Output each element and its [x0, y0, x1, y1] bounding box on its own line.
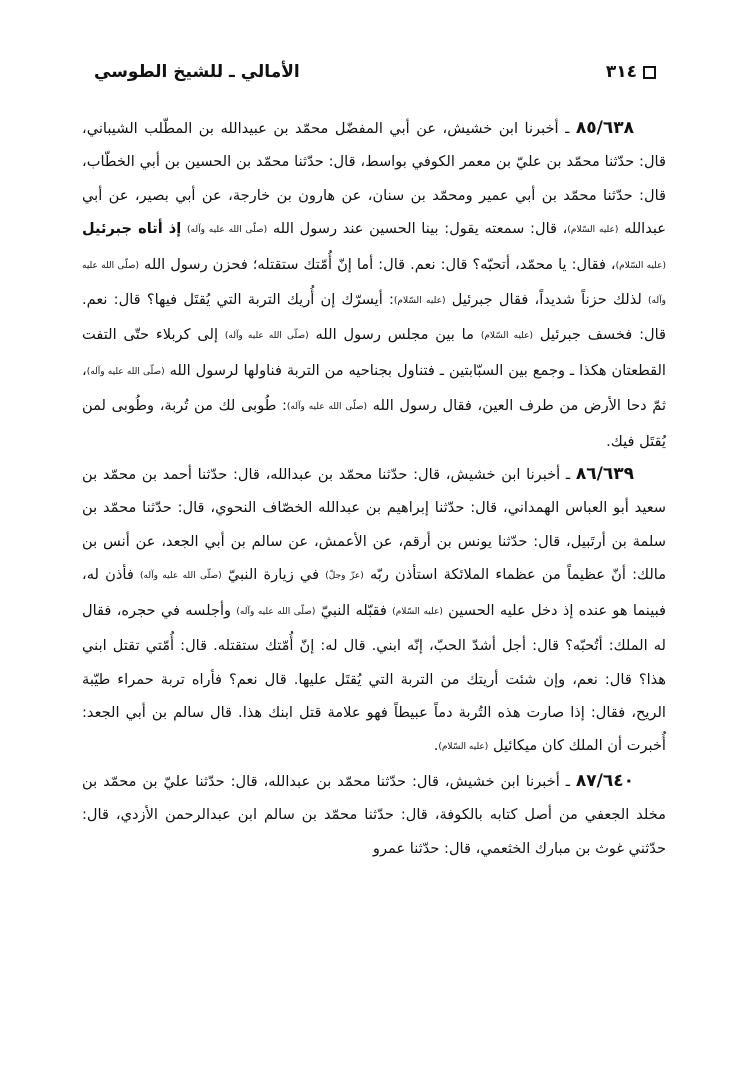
salutation: (صلّى الله عليه وآله) [86, 366, 165, 377]
hadith-text: فقبّله النبيّ [320, 601, 387, 619]
hadith-text: : طُوبى لك من تُربة، وطُوبى لمن يُقتَل فيك. [82, 397, 666, 450]
page-body [82, 112, 666, 865]
hadith-text: ، قال: سمعته يقول: بينا الحسين عند رسول الله [272, 220, 568, 238]
salutation: (عليه السّلام) [393, 296, 446, 307]
page-number-group [606, 62, 656, 82]
salutation: (صلّى الله عليه وآله) [139, 571, 222, 582]
salutation: (عليه السّلام) [438, 742, 489, 753]
salutation: (صلّى الله عليه وآله) [236, 606, 316, 617]
square-icon [643, 66, 656, 79]
page-number: ٣١٤ [605, 62, 637, 82]
hadith-paragraph [82, 112, 666, 458]
hadith-number: ٨٥/٦٣٨ [575, 118, 634, 138]
hadith-text: ما بين مجلس رسول الله [315, 326, 474, 344]
hadith-paragraph [82, 458, 666, 765]
salutation: (عزّ وجلّ) [325, 571, 364, 582]
hadith-number: ٨٧/٦٤٠ [575, 770, 635, 791]
hadith-text: ، ثمّ دحا الأرض من طرف العين، فقال رسول الله [82, 361, 667, 415]
hadith-text: ـ أخبرنا ابن خشيش، قال: حدّثنا محمّد بن عبدالله، قال: حدّثنا أحمد بن محمّد بن سعيد أبو العباس الهمداني، قال: حدّثنا إبراهيم بن عبدالله الخصّاف النحوي، قال: حدّثنا محمّد بن سلمة بن أرتَبيل، قال: حدّثنا يونس بن أرقم، عن الأعمش، عن سالم بن أبي الجعد، عن أنس بن مالك: أنّ عظيماً من عظماء الملائكة استأذن ربّه [82, 466, 667, 584]
hadith-text: في زيارة النبيّ [227, 566, 320, 584]
hadith-text: ـ أخبرنا ابن خشيش، قال: حدّثنا محمّد بن عبدالله، قال: حدّثنا عليّ بن محمّد بن مخلد الجعفي من أصل كتابه بالكوفة، قال: حدّثنا محمّد بن سالم ابن عبدالرحمن الأزدي، قال: حدّثني غوث بن مبارك الخثعمي، قال: حدّثنا عمرو [82, 772, 666, 857]
hadith-text: إلى كربلاء حتّى التفت القطعتان هكذا ـ وجمع بين السبّابتين ـ فتناول بجناحيه من التربة فناولها لرسول الله [82, 326, 666, 379]
hadith-number: ٨٦/٦٣٩ [575, 464, 634, 485]
hadith-text: وأجلسه في حجره، فقال له الملك: أتُحبّه؟ قال: أجل أشدّ الحبّ، إنّه ابني. قال له: إنّ أُمّتك ستقتله. قال: أُمّتي تقتل ابني هذا؟ قال: نعم، وإن شئت أريتك من التربة التي يُقتَل عليها. قال نعم؟ فأراه تربة حمراء طيّبة الريح، فقال: إذا صارت هذه التُربة دماً عبيطاً فهو علامة قتل ابنك هذا. قال سالم بن أبي الجعد: أُخبرت أن الملك كان ميكائيل [82, 601, 666, 755]
salutation: (عليه السّلام) [615, 260, 666, 271]
salutation: (عليه السّلام) [392, 606, 443, 617]
salutation: (عليه السّلام) [567, 225, 619, 236]
salutation: (عليه السّلام) [480, 331, 534, 342]
hadith-text: ، فقال: يا محمّد، أتحبّه؟ قال: نعم. قال: أما إنّ أُمّتك ستقتله؛ فحزن رسول الله [144, 255, 616, 273]
salutation: (صلّى الله عليه وآله) [82, 260, 666, 307]
hadith-text: لذلك حزناً شديداً، فقال جبرئيل [451, 291, 642, 309]
hadith-paragraph [82, 765, 666, 865]
running-title: الأمالي ـ للشيخ الطوسي [94, 62, 300, 82]
page-header [94, 58, 656, 86]
salutation: (صلّى الله عليه وآله) [186, 225, 268, 236]
hadith-text: إذ أتاه جبرئيل [82, 220, 182, 238]
hadith-text: : أيسرّك إن أُريك التربة التي يُقتَل فيها؟ قال: نعم. قال: فخسف جبرئيل [82, 291, 667, 344]
hadith-text: . [433, 737, 439, 755]
hadith-text: فأذن له، فبينما هو عنده إذ دخل عليه الحسين [82, 566, 666, 619]
salutation: (صلّى الله عليه وآله) [286, 402, 367, 413]
hadith-text: ـ أخبرنا ابن خشيش، عن أبي المفضّل محمّد بن عبيدالله بن المطّلب الشيباني، قال: حدّثنا محمّد بن عليّ بن معمر الكوفي بواسط، قال: حدّثنا محمّد بن الحسين بن أبي الخطّاب، قال: حدّثنا محمّد بن أبي عمير ومحمّد بن سنان، عن هارون بن خارجة، عن أبي بصير، عن أبي عبدالله [82, 120, 666, 238]
salutation: (صلّى الله عليه وآله) [224, 331, 309, 342]
